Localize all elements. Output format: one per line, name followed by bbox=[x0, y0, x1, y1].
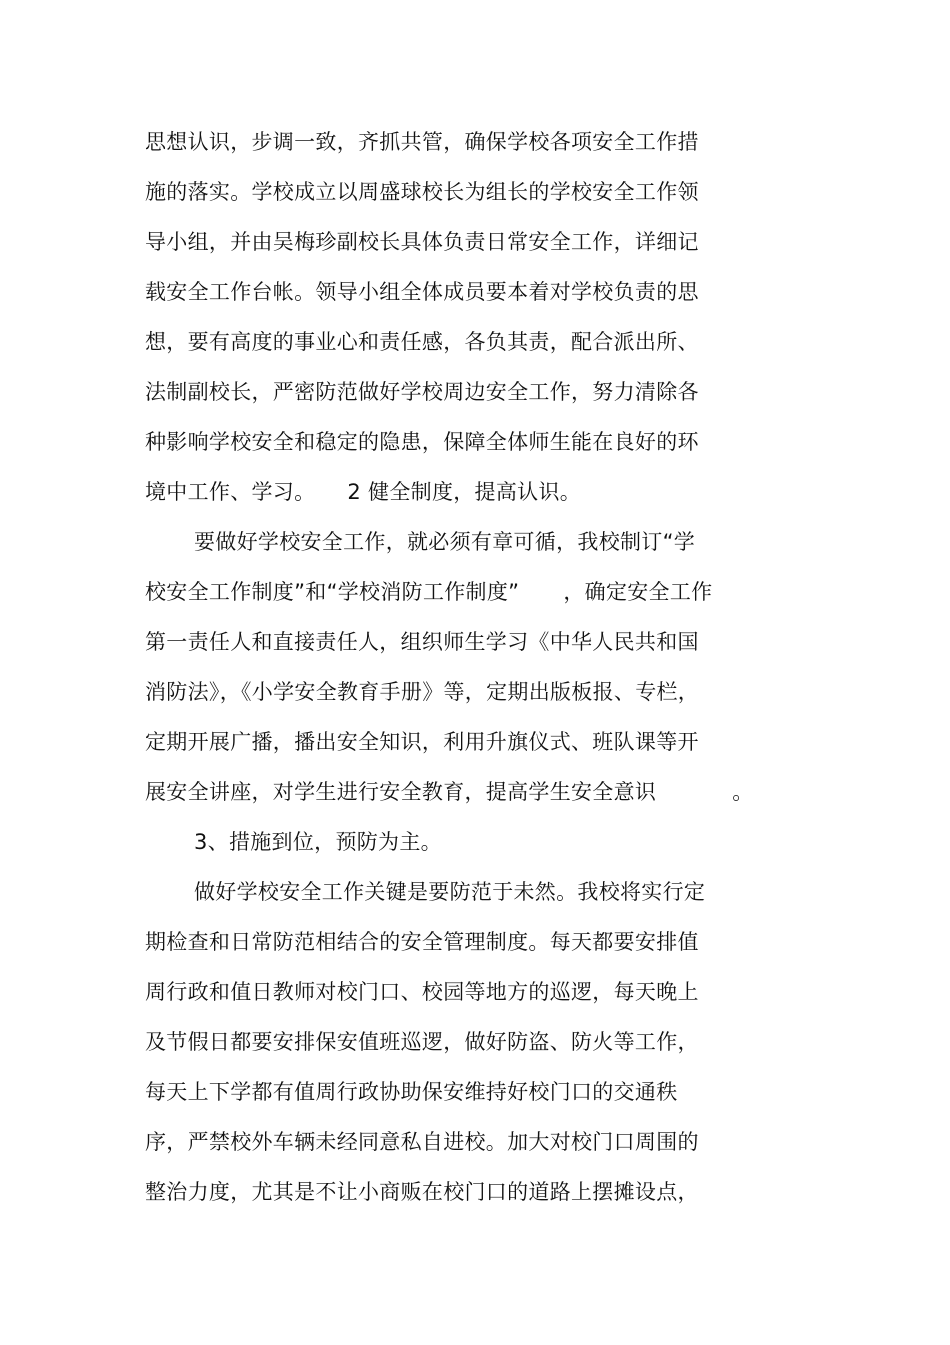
text-segment: 展安全讲座，对学生进行安全教育，提高学生安全意识 bbox=[145, 780, 657, 804]
text-segment: 想，要有高度的事业心和责任感，各负其责，配合派出所、 bbox=[145, 330, 699, 354]
text-segment: 每天上下学都有值周行政协助保安维持好校门口的交通秩 bbox=[145, 1080, 678, 1104]
text-line bbox=[145, 177, 699, 207]
text-segment: 要做好学校安全工作，就必须有章可循，我校制订“学 bbox=[194, 530, 696, 554]
text-line bbox=[145, 377, 699, 407]
text-line bbox=[145, 1127, 699, 1157]
text-segment: 第一责任人和直接责任人，组织师生学习《中华人民共和国 bbox=[145, 630, 699, 654]
text-segment: 施的落实。学校成立以周盛球校长为组长的学校安全工作领 bbox=[145, 180, 699, 204]
text-line bbox=[145, 1177, 699, 1207]
text-line bbox=[145, 277, 699, 307]
text-segment: ，确定安全工作 bbox=[563, 580, 713, 604]
text-segment: 校安全工作制度”和“学校消防工作制度” bbox=[145, 580, 520, 604]
text-segment: 周行政和值日教师对校门口、校园等地方的巡逻，每天晚上 bbox=[145, 980, 699, 1004]
text-segment: 。 bbox=[732, 780, 754, 804]
text-line bbox=[145, 227, 699, 257]
text-segment: 载安全工作台帐。领导小组全体成员要本着对学校负责的思 bbox=[145, 280, 699, 304]
text-line bbox=[145, 127, 699, 157]
text-line bbox=[145, 777, 754, 807]
text-line bbox=[194, 877, 705, 907]
text-segment: 境中工作、学习。 bbox=[145, 480, 316, 504]
text-line bbox=[145, 1027, 699, 1057]
text-line bbox=[145, 977, 699, 1007]
text-line bbox=[145, 1077, 678, 1107]
text-segment: 种影响学校安全和稳定的隐患，保障全体师生能在良好的环 bbox=[145, 430, 699, 454]
text-segment: 导小组，并由吴梅珍副校长具体负责日常安全工作，详细记 bbox=[145, 230, 699, 254]
text-line bbox=[145, 427, 699, 457]
text-line bbox=[194, 527, 695, 557]
text-segment: 序，严禁校外车辆未经同意私自进校。加大对校门口周围的 bbox=[145, 1130, 699, 1154]
section-heading: 2 健全制度，提高认识。 bbox=[347, 480, 582, 504]
text-segment: 整治力度，尤其是不让小商贩在校门口的道路上摆摊设点， bbox=[145, 1180, 699, 1204]
text-segment: 3、措施到位，预防为主。 bbox=[194, 830, 442, 854]
text-segment: 期检查和日常防范相结合的安全管理制度。每天都要安排值 bbox=[145, 930, 699, 954]
text-line bbox=[145, 477, 581, 507]
text-segment: 法制副校长，严密防范做好学校周边安全工作，努力清除各 bbox=[145, 380, 699, 404]
text-line bbox=[145, 577, 712, 607]
text-line bbox=[145, 677, 699, 707]
text-segment: 做好学校安全工作关键是要防范于未然。我校将实行定 bbox=[194, 880, 706, 904]
text-segment: 及节假日都要安排保安值班巡逻，做好防盗、防火等工作， bbox=[145, 1030, 699, 1054]
text-segment: 定期开展广播，播出安全知识，利用升旗仪式、班队课等开 bbox=[145, 730, 699, 754]
text-line bbox=[145, 727, 699, 757]
text-segment: 消防法》，《小学安全教育手册》等，定期出版板报、专栏， bbox=[145, 680, 700, 704]
text-line bbox=[145, 327, 699, 357]
section-heading bbox=[194, 827, 442, 857]
text-line bbox=[145, 927, 699, 957]
text-line bbox=[145, 627, 699, 657]
text-segment: 思想认识，步调一致，齐抓共管，确保学校各项安全工作措 bbox=[145, 130, 699, 154]
